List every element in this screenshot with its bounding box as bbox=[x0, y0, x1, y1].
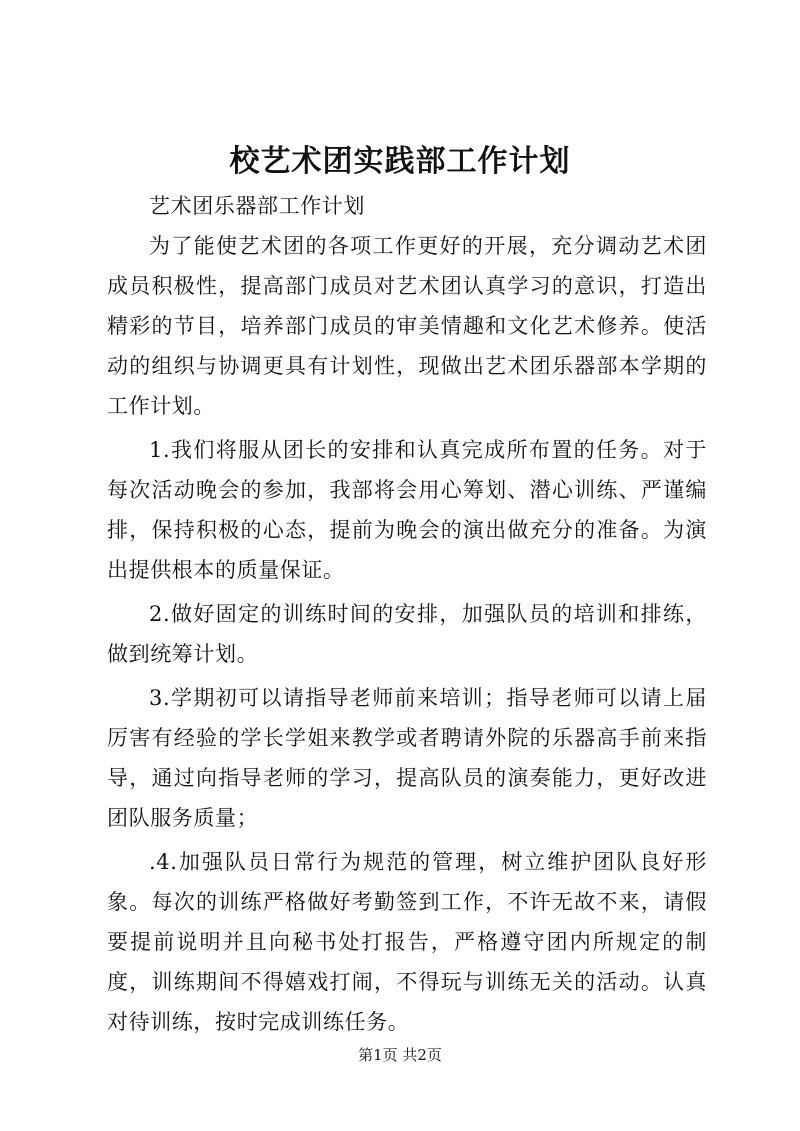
item-4-paragraph: .4.加强队员日常行为规范的管理，树立维护团队良好形象。每次的训练严格做好考勤签到工作，不许无故不来，请假要提前说明并且向秘书处打报告，严格遵守团内所规定的制度，训练期间不得嬉戏打闹，不得玩与训练无关的活动。认真对待训练，按时完成训练任务。 bbox=[107, 850, 707, 1034]
document-title: 校艺术团实践部工作计划 bbox=[229, 144, 571, 179]
page-footer: 第1页 共2页 bbox=[358, 1046, 442, 1064]
item-3-paragraph: 3.学期初可以请指导老师前来培训；指导老师可以请上届厉害有经验的学长学姐来教学或者聘请外院的乐器高手前来指导，通过向指导老师的学习，提高队员的演奏能力，更好改进团队服务质量； bbox=[107, 686, 707, 830]
item-2-paragraph: 2.做好固定的训练时间的安排，加强队员的培训和排练，做到统筹计划。 bbox=[107, 602, 707, 666]
document-body bbox=[107, 186, 707, 1042]
subtitle-paragraph: 艺术团乐器部工作计划 bbox=[149, 194, 365, 218]
intro-paragraph: 为了能使艺术团的各项工作更好的开展，充分调动艺术团成员积极性，提高部门成员对艺术团认真学习的意识，打造出精彩的节目，培养部门成员的审美情趣和文化艺术修养。使活动的组织与协调更具有计划性，现做出艺术团乐器部本学期的工作计划。 bbox=[107, 234, 707, 418]
item-1-paragraph: 1.我们将服从团长的安排和认真完成所布置的任务。对于每次活动晚会的参加，我部将会用心筹划、潜心训练、严谨编排，保持积极的心态，提前为晚会的演出做充分的准备。为演出提供根本的质量保证。 bbox=[107, 438, 707, 582]
